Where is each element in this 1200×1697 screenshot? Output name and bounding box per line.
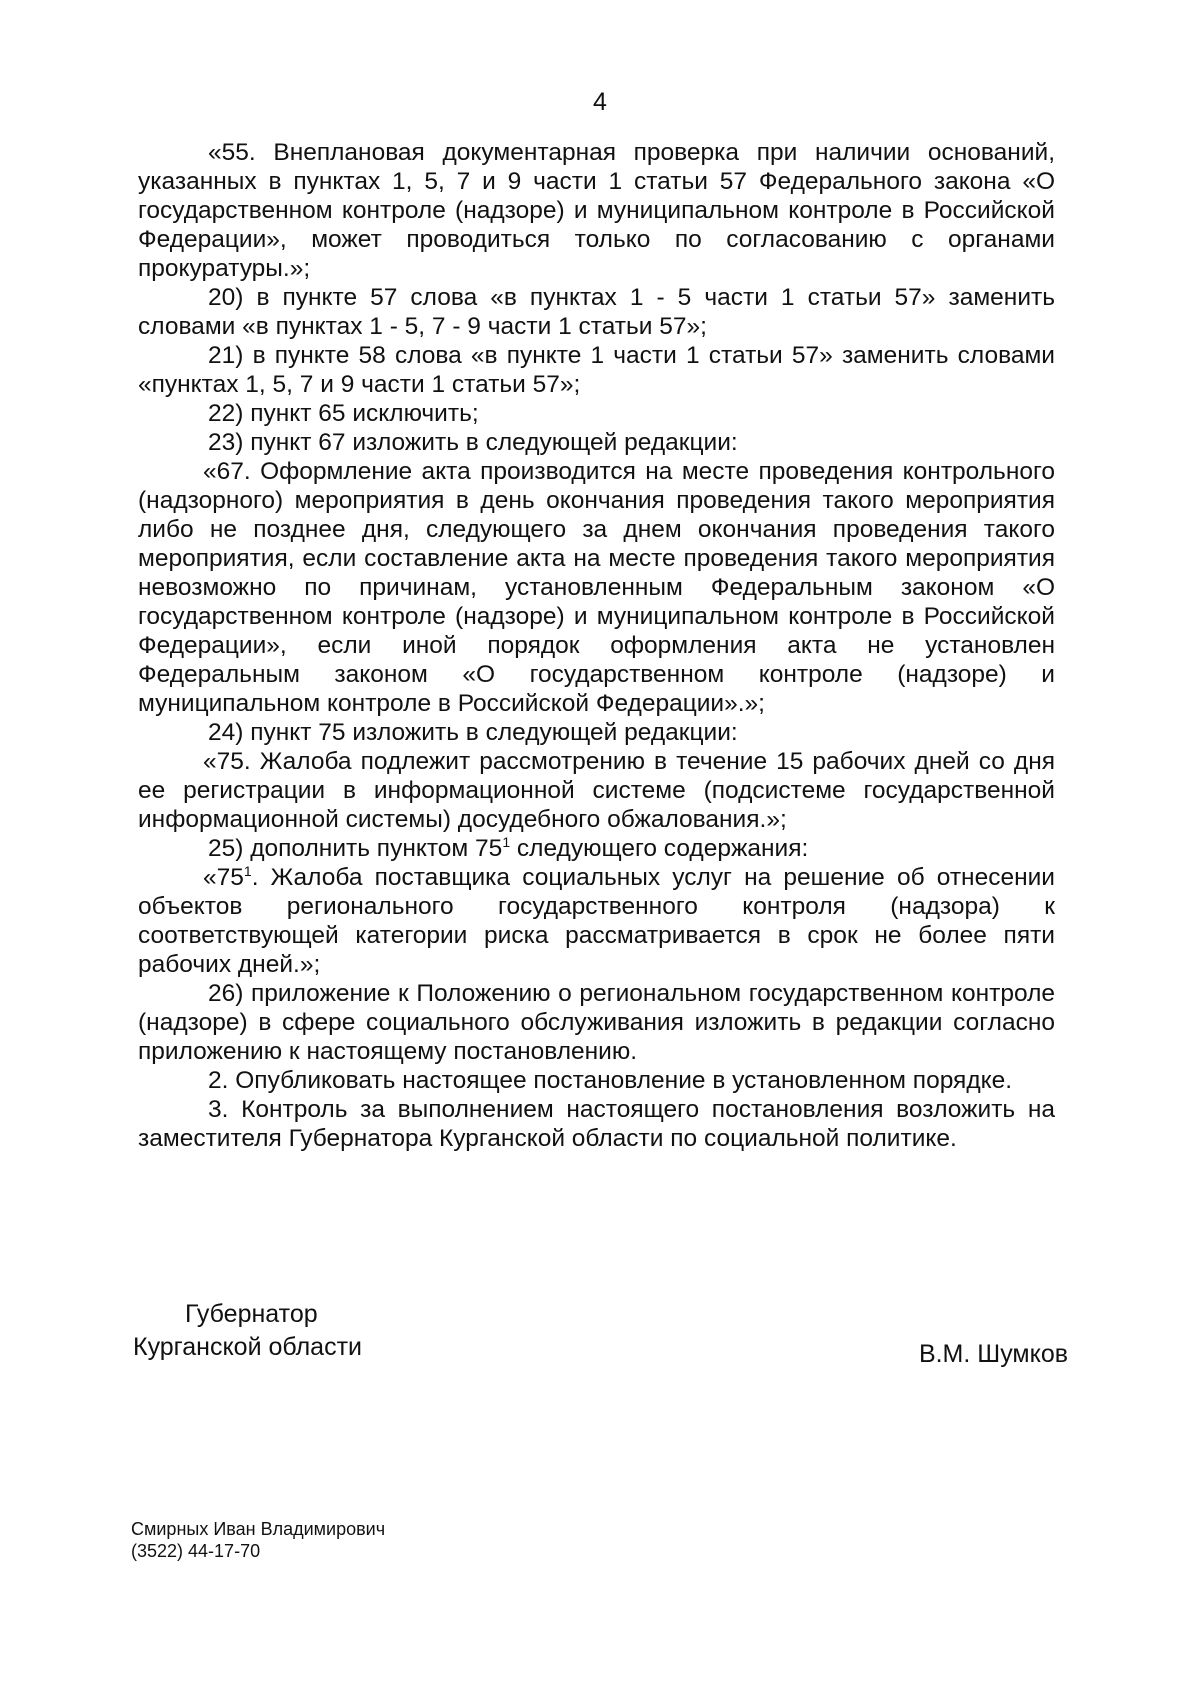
paragraph-75-1-open: «75 bbox=[203, 864, 244, 891]
page-number: 4 bbox=[593, 88, 607, 116]
executor-block bbox=[131, 1518, 385, 1562]
item-26: 26) приложение к Положению о региональном государственном контроле (надзоре) в сфере социального обслуживания изложить в редакции согласно приложению к настоящему постановлению. bbox=[138, 980, 1055, 1065]
paragraph-75: «75. Жалоба подлежит рассмотрению в течение 15 рабочих дней со дня ее регистрации в информационной системе (подсистеме государственной информационной системы) досудебного обжалования.»; bbox=[138, 748, 1055, 833]
numbered-2: 2. Опубликовать настоящее постановление в установленном порядке. bbox=[208, 1067, 1013, 1094]
item-25-superscript: 1 bbox=[502, 834, 511, 850]
numbered-3: 3. Контроль за выполнением настоящего постановления возложить на заместителя Губернатора Курганской области по социальной политике. bbox=[138, 1096, 1055, 1152]
item-21: 21) в пункте 58 слова «в пункте 1 части 1 статьи 57» заменить словами «пунктах 1, 5, 7 и 9 части 1 статьи 57»; bbox=[138, 342, 1055, 398]
item-25-text-end: следующего содержания: bbox=[510, 835, 809, 862]
executor-phone: (3522) 44-17-70 bbox=[131, 1541, 261, 1561]
item-25 bbox=[138, 834, 1055, 863]
item-25-text: 25) дополнить пунктом 75 bbox=[208, 835, 503, 862]
item-20: 20) в пункте 57 слова «в пунктах 1 - 5 части 1 статьи 57» заменить словами «в пунктах 1 - 5, 7 - 9 части 1 статьи 57»; bbox=[138, 284, 1055, 340]
item-24: 24) пункт 75 изложить в следующей редакции: bbox=[208, 719, 738, 746]
paragraph-67: «67. Оформление акта производится на месте проведения контрольного (надзорного) мероприятия в день окончания проведения такого мероприятия либо не позднее дня, следующего за днем окончания проведения такого мероприятия, если составление акта на месте проведения такого мероприятия невозможно по причинам, установленным Федеральным законом «О государственном контроле (надзоре) и муниципальном контроле в Российской Федерации», если иной порядок оформления акта не установлен Федеральным законом «О государственном контроле (надзоре) и муниципальном контроле в Российской Федерации».»; bbox=[138, 458, 1055, 717]
paragraph-55: «55. Внеплановая документарная проверка при наличии оснований, указанных в пунктах 1, 5, 7 и 9 части 1 статьи 57 Федерального закона «О государственном контроле (надзоре) и муниципальном контроле в Российской Федерации», может проводиться только по согласованию с органами прокуратуры.»; bbox=[138, 139, 1055, 282]
paragraph-75-1 bbox=[138, 863, 1055, 979]
paragraph-75-1-text: . Жалоба поставщика социальных услуг на решение об отнесении объектов регионального государственного контроля (надзора) к соответствующей категории риска рассматривается в срок не более пяти рабочих дней.»; bbox=[138, 864, 1055, 978]
paragraph-75-1-superscript: 1 bbox=[243, 863, 252, 879]
item-22: 22) пункт 65 исключить; bbox=[208, 400, 479, 427]
document-body bbox=[138, 138, 1055, 1153]
executor-name: Смирных Иван Владимирович bbox=[131, 1519, 386, 1539]
signature-title: Губернатор bbox=[185, 1300, 318, 1328]
signature-region: Курганской области bbox=[133, 1333, 363, 1361]
signature-name: В.М. Шумков bbox=[918, 1340, 1068, 1368]
item-23: 23) пункт 67 изложить в следующей редакции: bbox=[208, 429, 738, 456]
